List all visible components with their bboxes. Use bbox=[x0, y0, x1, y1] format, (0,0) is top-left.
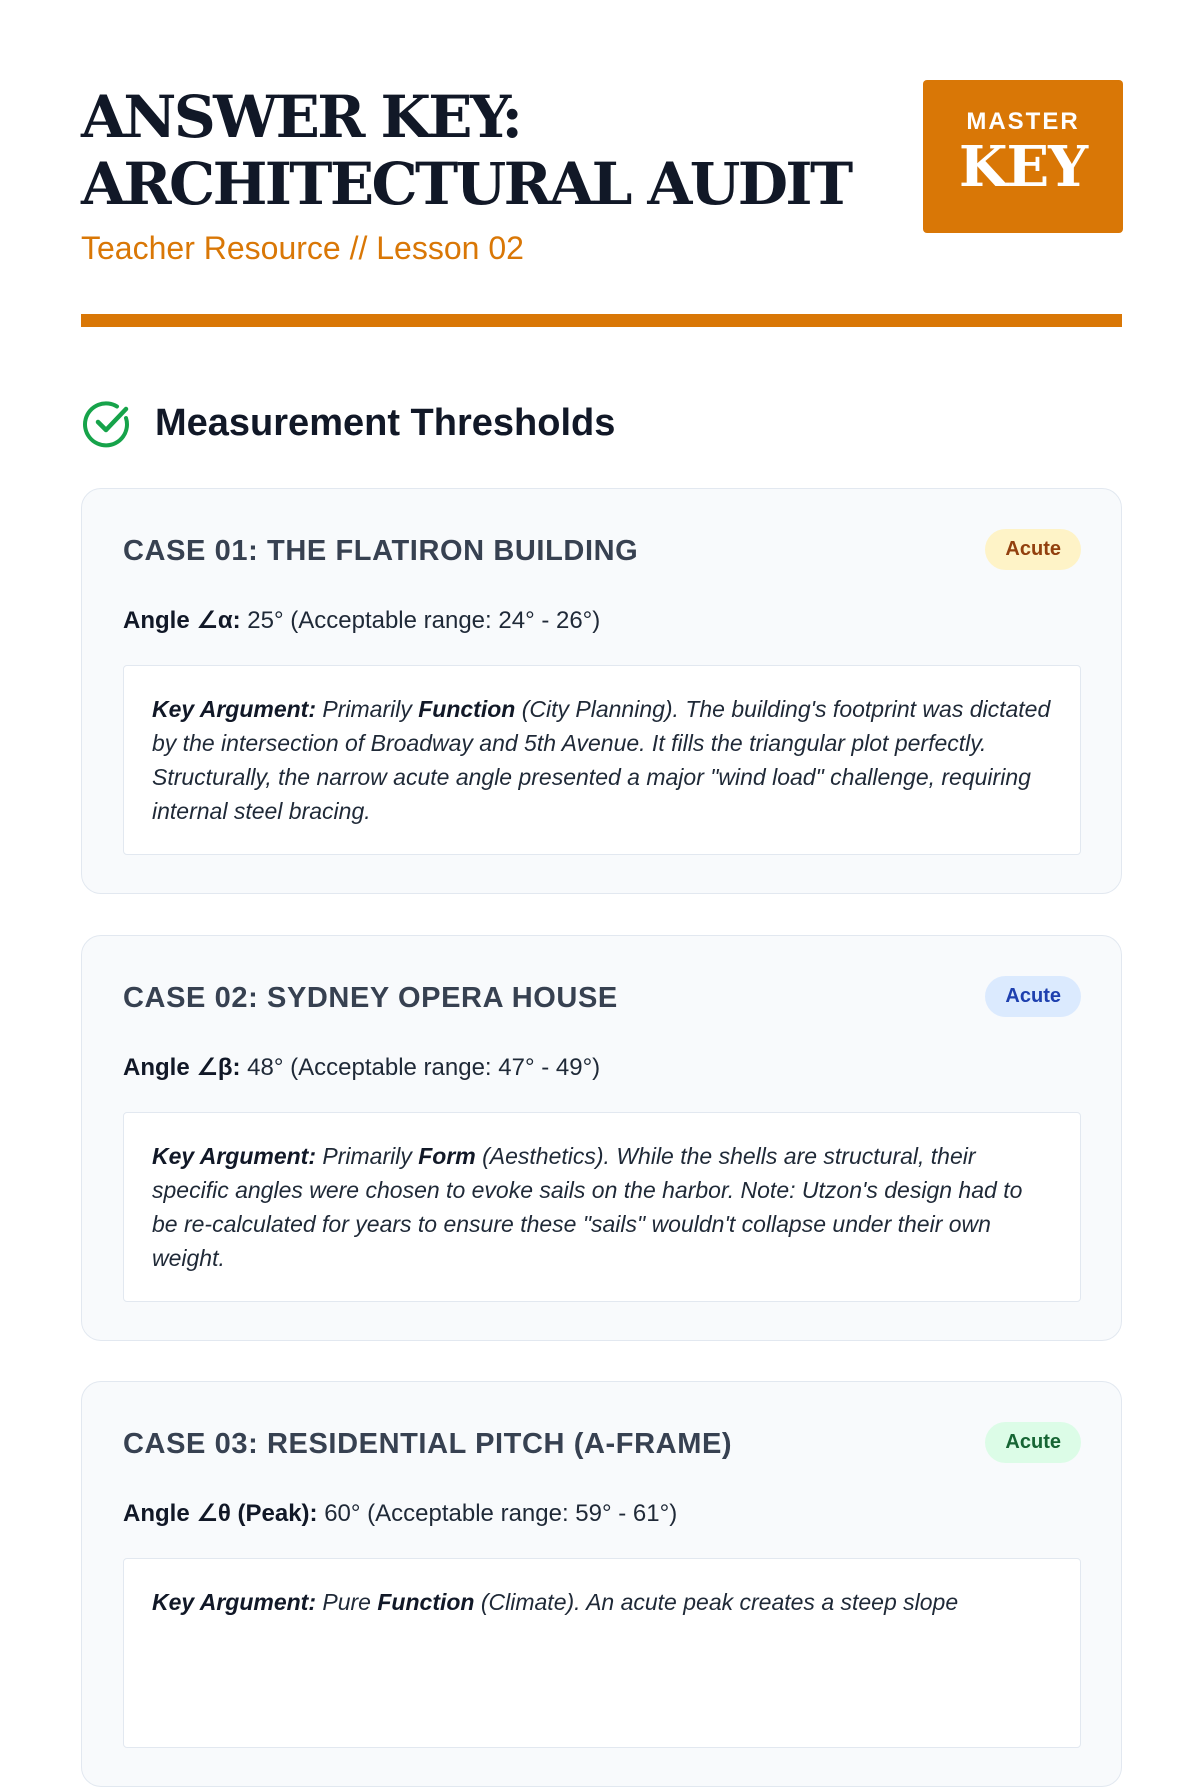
angle-type-badge: Acute bbox=[985, 976, 1081, 1017]
section-header bbox=[81, 395, 615, 451]
key-argument-box bbox=[123, 1558, 1081, 1748]
key-argument-text: (Climate). An acute peak creates a steep slope bbox=[480, 1589, 959, 1615]
key-argument-label: Key Argument: bbox=[152, 1589, 316, 1615]
angle-measurement bbox=[123, 1499, 677, 1528]
page-title-line-2: ARCHITECTURAL AUDIT bbox=[81, 150, 851, 218]
case-title: CASE 02: SYDNEY OPERA HOUSE bbox=[123, 982, 618, 1014]
case-card-01 bbox=[81, 488, 1122, 894]
page-title bbox=[81, 83, 851, 218]
key-argument-term: Form bbox=[418, 1143, 476, 1169]
case-title: CASE 03: RESIDENTIAL PITCH (A-FRAME) bbox=[123, 1428, 733, 1460]
key-argument-label: Key Argument: bbox=[152, 696, 316, 722]
case-card-02 bbox=[81, 935, 1122, 1341]
angle-type-badge: Acute bbox=[985, 1422, 1081, 1463]
section-title: Measurement Thresholds bbox=[155, 401, 616, 444]
master-key-badge-big: KEY bbox=[958, 134, 1088, 200]
angle-value: 48° (Acceptable range: 47° - 49°) bbox=[247, 1054, 601, 1081]
page-title-line-1: ANSWER KEY: bbox=[81, 83, 521, 151]
header bbox=[81, 80, 1121, 330]
key-argument-box bbox=[123, 1112, 1081, 1302]
key-argument-term: Function bbox=[377, 1589, 475, 1615]
angle-measurement bbox=[123, 1053, 600, 1082]
key-argument-prefix: Pure bbox=[322, 1589, 371, 1615]
angle-value: 60° (Acceptable range: 59° - 61°) bbox=[324, 1500, 678, 1527]
master-key-badge bbox=[923, 80, 1123, 233]
angle-type-badge: Acute bbox=[985, 529, 1081, 570]
case-title: CASE 01: THE FLATIRON BUILDING bbox=[123, 535, 639, 567]
key-argument-text: (Aesthetics). While the shells are structural, their specific angles were chosen to evoke sails on the harbor. Note: Utzon's design had to be re-calculated for years to ensure these "sails" wouldn't collapse under their own weight. bbox=[152, 1143, 1023, 1271]
master-key-badge-small: MASTER bbox=[966, 108, 1080, 135]
key-argument-prefix: Primarily bbox=[322, 696, 412, 722]
angle-label: Angle ∠α: bbox=[123, 607, 241, 634]
check-circle-icon bbox=[81, 397, 133, 449]
key-argument-prefix: Primarily bbox=[322, 1143, 412, 1169]
key-argument-text: (City Planning). The building's footprint was dictated by the intersection of Broadway and 5th Avenue. It fills the triangular plot perfectly. Structurally, the narrow acute angle presented a major "wind load" challenge, requiring internal steel bracing. bbox=[152, 696, 1051, 824]
angle-label: Angle ∠θ (Peak): bbox=[123, 1500, 318, 1527]
angle-value: 25° (Acceptable range: 24° - 26°) bbox=[247, 607, 601, 634]
angle-measurement bbox=[123, 606, 600, 635]
key-argument-label: Key Argument: bbox=[152, 1143, 316, 1169]
key-argument-box bbox=[123, 665, 1081, 855]
case-card-03 bbox=[81, 1381, 1122, 1787]
header-divider bbox=[81, 314, 1122, 327]
angle-label: Angle ∠β: bbox=[123, 1054, 241, 1081]
page-subtitle: Teacher Resource // Lesson 02 bbox=[81, 230, 524, 266]
key-argument-term: Function bbox=[418, 696, 516, 722]
